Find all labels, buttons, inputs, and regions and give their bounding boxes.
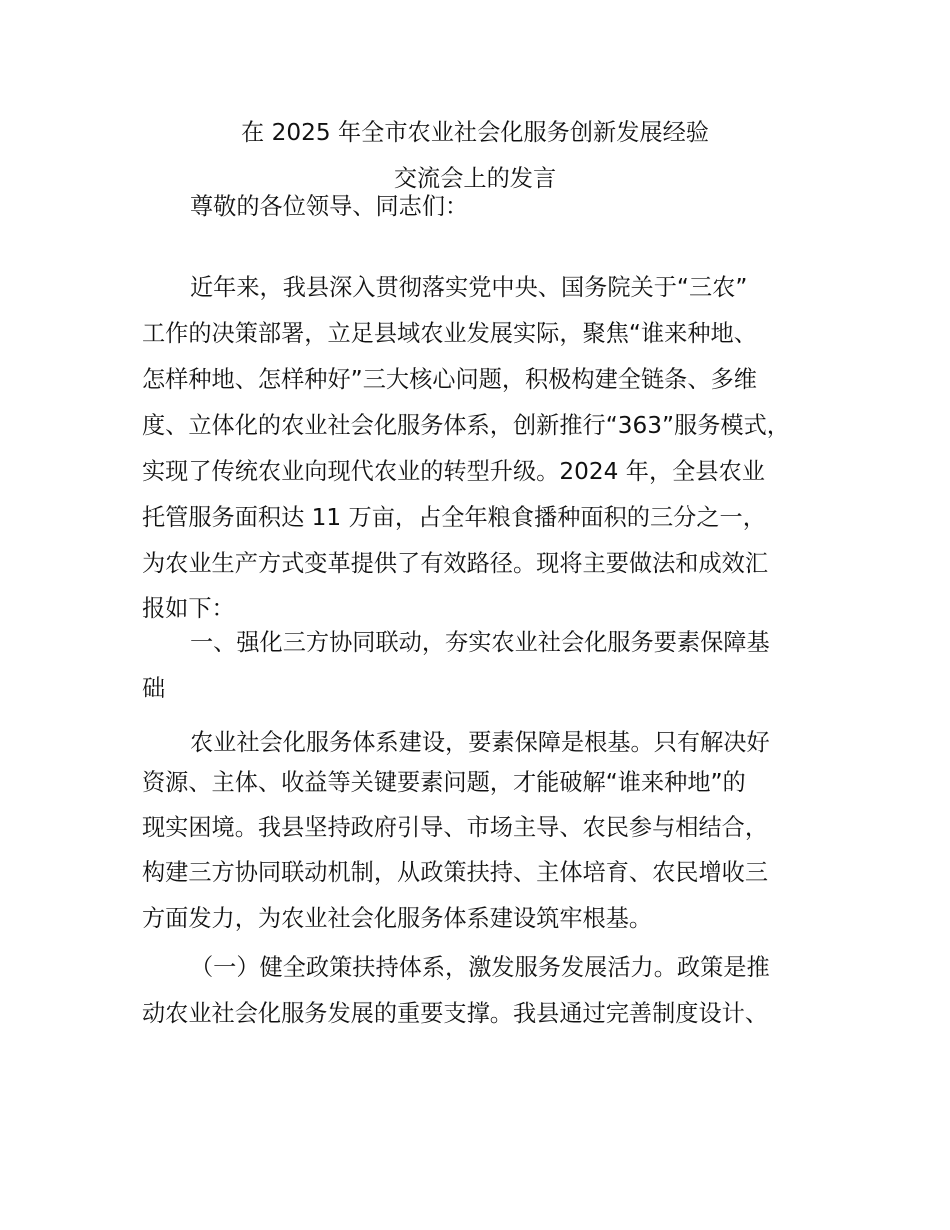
paragraph-line: 现实困境。我县坚持政府引导、市场主导、农民参与相结合， [142,814,769,841]
paragraph-line: 怎样种地、怎样种好”三大核心问题，积极构建全链条、多维 [142,366,757,393]
subsection-line: （一）健全政策扶持体系，激发服务发展活力。政策是推 [190,954,770,981]
paragraph-line: 农业社会化服务体系建设，要素保障是根基。只有解决好 [190,729,770,756]
paragraph-line: 为农业生产方式变革提供了有效路径。现将主要做法和成效汇 [142,550,769,577]
paragraph-line: 工作的决策部署，立足县域农业发展实际，聚焦“谁来种地、 [142,320,757,347]
section-heading-line: 础 [142,675,166,702]
section-heading-line: 一、强化三方协同联动，夯实农业社会化服务要素保障基 [190,629,770,656]
subsection-line: 动农业社会化服务发展的重要支撑。我县通过完善制度设计、 [142,1000,769,1027]
paragraph-line: 方面发力，为农业社会化服务体系建设筑牢根基。 [142,905,653,932]
paragraph-line: 度、立体化的农业社会化服务体系，创新推行“363”服务模式， [142,412,790,439]
paragraph-line: 实现了传统农业向现代农业的转型升级。2024 年，全县农业 [142,458,765,485]
salutation: 尊敬的各位领导、同志们： [190,193,469,220]
paragraph-line: 近年来，我县深入贯彻落实党中央、国务院关于“三农” [190,274,748,301]
paragraph-line: 资源、主体、收益等关键要素问题，才能破解“谁来种地”的 [142,769,746,796]
title-line-1: 在 2025 年全市农业社会化服务创新发展经验 [241,119,709,146]
paragraph-line: 报如下： [142,595,235,622]
title-line-2: 交流会上的发言 [393,165,557,192]
paragraph-line: 托管服务面积达 11 万亩，占全年粮食播种面积的三分之一， [142,504,766,531]
paragraph-line: 构建三方协同联动机制，从政策扶持、主体培育、农民增收三 [142,859,769,886]
